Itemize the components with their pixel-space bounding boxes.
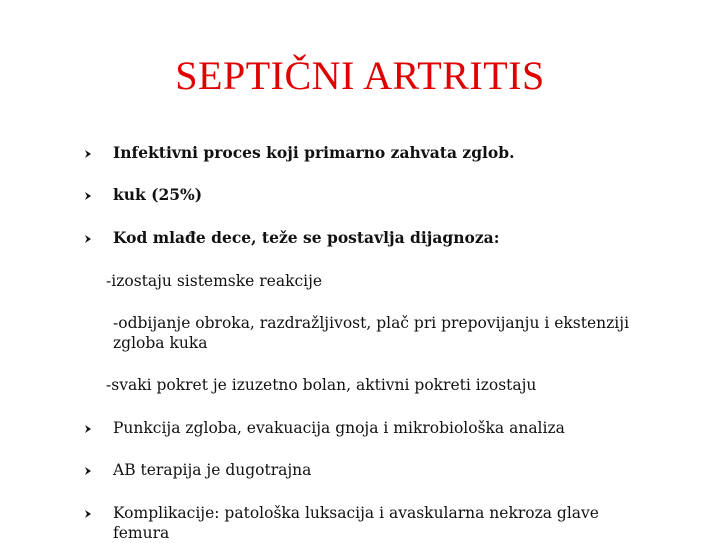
arrowhead-bullet-icon [84,192,94,202]
list-item-text: AB terapija je dugotrajna [113,461,312,479]
list-item-text: Kod mlađe dece, teže se postavlja dijagnoza: [113,228,500,247]
sub-item-text: -izostaju sistemske reakcije [106,272,323,290]
list-item-text: kuk (25%) [113,185,203,204]
list-item-text: Komplikacije: patološka luksacija i avaskularna nekroza glave femura [113,504,599,542]
arrowhead-bullet-icon [84,425,94,435]
sub-item-text: -svaki pokret je izuzetno bolan, aktivni pokreti izostaju [106,376,537,394]
arrowhead-bullet-icon [84,150,94,160]
slide-title: SEPTIČNI ARTRITIS [175,53,545,98]
sub-item-text: -odbijanje obroka, razdražljivost, plač pri prepovijanju i ekstenziji zgloba kuka [113,314,630,352]
arrowhead-bullet-icon [84,510,94,520]
arrowhead-bullet-icon [84,235,94,245]
arrowhead-bullet-icon [84,467,94,477]
list-item-text: Punkcija zgloba, evakuacija gnoja i mikrobiološka analiza [113,419,565,437]
list-item-text: Infektivni proces koji primarno zahvata zglob. [113,143,515,162]
